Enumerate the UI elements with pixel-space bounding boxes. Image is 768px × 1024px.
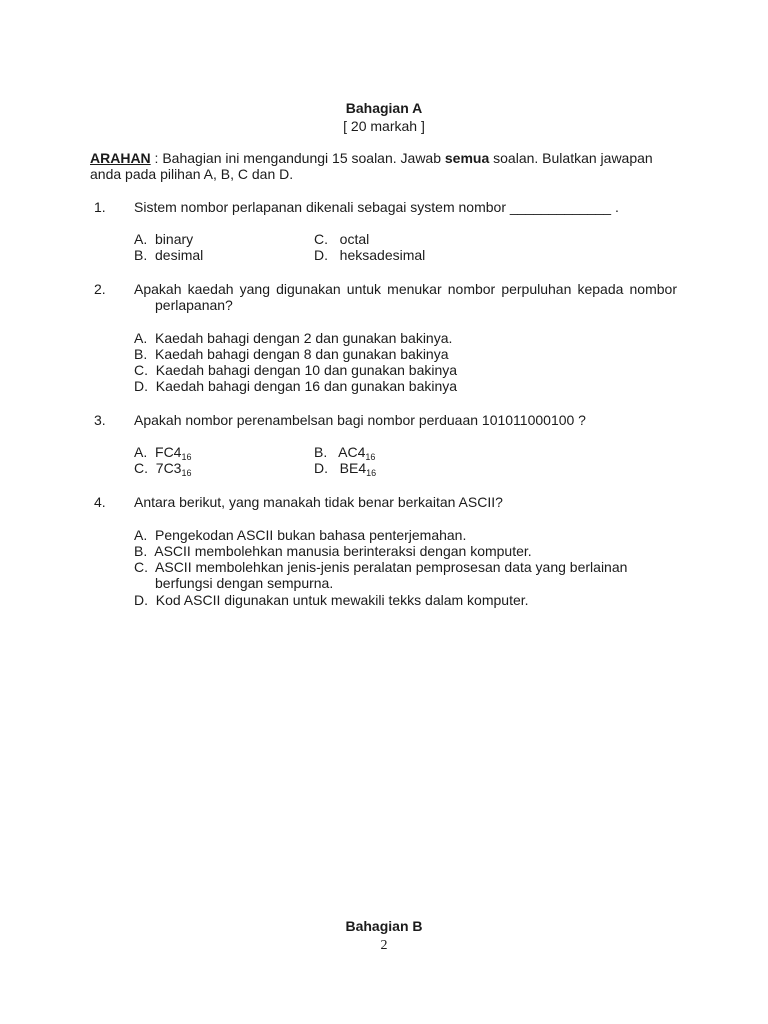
option-text: Kod ASCII digunakan untuk mewakili tekks dalam komputer. <box>155 592 529 608</box>
option-subscript: 16 <box>181 452 192 462</box>
option-subscript: 16 <box>366 468 377 478</box>
question-number: 3. <box>94 412 106 428</box>
instruction-text-part1: Bahagian ini mengandungi 15 soalan. Jawab <box>162 150 445 166</box>
option-letter: A. <box>134 527 148 543</box>
option-letter: B. <box>134 247 148 263</box>
section-b-title: Bahagian B <box>345 918 423 934</box>
question-number: 1. <box>94 199 106 215</box>
question-number: 4. <box>94 494 106 510</box>
question-text-line-1: Apakah kaedah yang digunakan untuk menukar nombor perpuluhan kepada nombor <box>134 281 677 297</box>
option-letter: D. <box>134 378 148 394</box>
option-text: 7C3 <box>155 460 182 476</box>
option-letter: C. <box>134 559 148 575</box>
section-a-title: Bahagian A <box>345 100 423 116</box>
instruction-text-part2: soalan. Bulatkan jawapan <box>489 150 653 166</box>
question-text <box>134 281 677 297</box>
option-b[interactable] <box>134 346 449 362</box>
option-a[interactable] <box>134 231 193 247</box>
option-d[interactable] <box>314 460 376 478</box>
option-letter: D. <box>134 592 148 608</box>
page-number: 2 <box>380 938 388 953</box>
option-text: binary <box>155 231 194 247</box>
option-text: Kaedah bahagi dengan 8 dan gunakan bakinya <box>155 346 449 362</box>
option-text: heksadesimal <box>339 247 426 263</box>
option-text: Kaedah bahagi dengan 10 dan gunakan bakinya <box>155 362 458 378</box>
option-text: FC4 <box>155 444 182 460</box>
option-d[interactable] <box>134 378 457 394</box>
option-d[interactable] <box>134 592 529 608</box>
question-text: Sistem nombor perlapanan dikenali sebagai system nombor _____________ . <box>134 199 619 215</box>
option-letter: A. <box>134 330 148 346</box>
question-text: Antara berikut, yang manakah tidak benar berkaitan ASCII? <box>134 494 503 510</box>
instruction-emphasis: semua <box>444 150 490 166</box>
option-d[interactable] <box>314 247 425 263</box>
option-subscript: 16 <box>181 468 192 478</box>
option-letter: C. <box>314 231 328 247</box>
option-c[interactable] <box>134 460 191 478</box>
option-a[interactable] <box>134 330 452 346</box>
option-letter: C. <box>134 460 148 476</box>
option-letter: A. <box>134 444 148 460</box>
instruction-label: ARAHAN <box>90 150 151 166</box>
option-letter: B. <box>314 444 328 460</box>
instruction-line-2: anda pada pilihan A, B, C dan D. <box>90 166 294 182</box>
question-number: 2. <box>94 281 106 297</box>
option-letter: D. <box>314 460 328 476</box>
option-text: BE4 <box>339 460 367 476</box>
option-letter: B. <box>134 346 148 362</box>
option-text: Kaedah bahagi dengan 2 dan gunakan bakinya. <box>155 330 453 346</box>
option-letter: C. <box>134 362 148 378</box>
option-text: octal <box>339 231 370 247</box>
option-text: ASCII membolehkan manusia berinteraksi dengan komputer. <box>154 543 532 559</box>
option-c[interactable] <box>134 362 457 378</box>
instruction-separator: : <box>150 150 163 166</box>
option-subscript: 16 <box>365 452 376 462</box>
section-a-marks: [ 20 markah ] <box>343 118 425 134</box>
option-text: AC4 <box>338 444 366 460</box>
option-b[interactable] <box>134 247 203 263</box>
option-c[interactable] <box>314 231 369 247</box>
instruction-line-1 <box>90 150 653 166</box>
option-letter: B. <box>134 543 148 559</box>
option-letter: A. <box>134 231 148 247</box>
option-a[interactable] <box>134 527 466 543</box>
question-text: Apakah nombor perenambelsan bagi nombor perduaan 101011000100 ? <box>134 412 586 428</box>
option-c-line-2: berfungsi dengan sempurna. <box>155 575 334 591</box>
option-b[interactable] <box>134 543 532 559</box>
option-letter: D. <box>314 247 328 263</box>
option-text: Pengekodan ASCII bukan bahasa penterjemahan. <box>155 527 467 543</box>
option-c[interactable] <box>134 559 627 575</box>
option-text: Kaedah bahagi dengan 16 dan gunakan bakinya <box>155 378 458 394</box>
option-text: desimal <box>155 247 204 263</box>
question-text-line-2: perlapanan? <box>155 297 233 313</box>
option-text: ASCII membolehkan jenis-jenis peralatan pemprosesan data yang berlainan <box>155 559 628 575</box>
